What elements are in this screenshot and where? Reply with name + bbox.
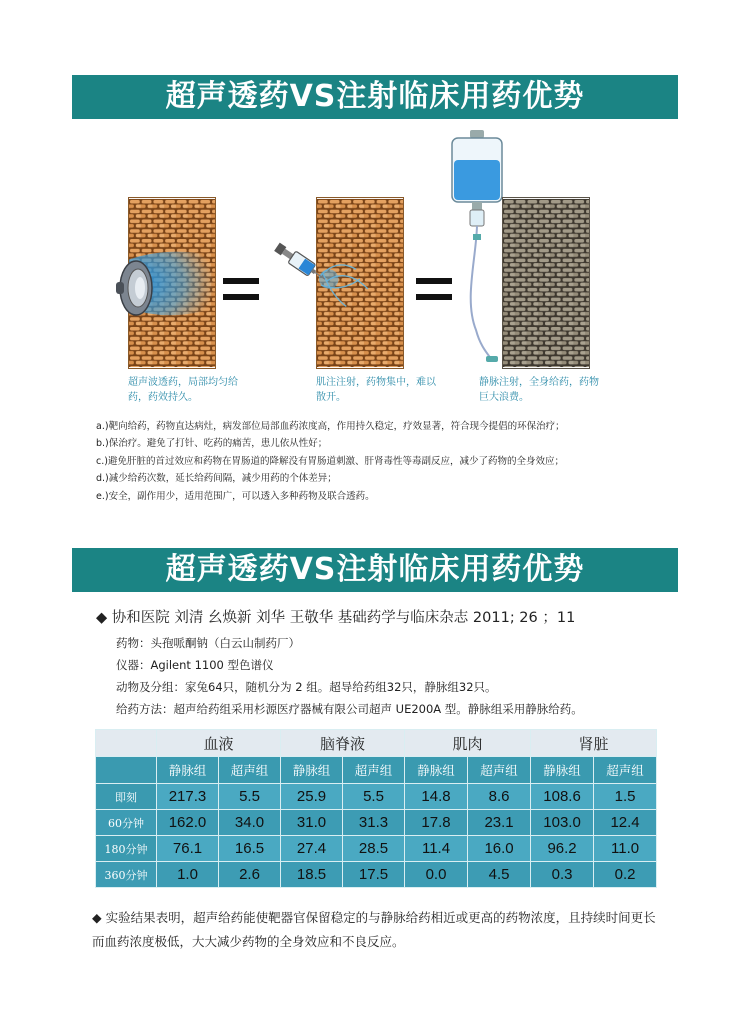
ultrasound-probe-icon — [114, 256, 154, 320]
table-group-header — [96, 730, 657, 757]
sub-header: 静脉组 — [405, 757, 468, 784]
table-cell: 1.0 — [157, 862, 219, 888]
benefit-item: e.)安全，副作用少，适用范围广，可以透入多种药物及联合透药。 — [96, 490, 375, 502]
table-cell: 5.5 — [343, 784, 405, 810]
table-cell: 103.0 — [531, 810, 594, 836]
sub-header: 静脉组 — [157, 757, 219, 784]
table-cell: 25.9 — [281, 784, 343, 810]
table-row — [96, 862, 657, 888]
caption-injection: 肌注注射，药物集中，难以散开。 — [316, 377, 436, 403]
study-instrument: 仪器：Agilent 1100 型色谱仪 — [116, 658, 274, 672]
table-cell: 16.0 — [468, 836, 531, 862]
table-cell: 1.5 — [594, 784, 657, 810]
table-cell: 2.6 — [219, 862, 281, 888]
table-cell: 5.5 — [219, 784, 281, 810]
table-row — [96, 836, 657, 862]
table-cell: 28.5 — [343, 836, 405, 862]
table-row — [96, 784, 657, 810]
table-corner-cell — [96, 730, 157, 757]
table-cell: 11.0 — [594, 836, 657, 862]
row-label: 60分钟 — [96, 810, 157, 836]
benefit-item: b.)保治疗。避免了打针、吃药的痛苦，患儿依从性好； — [96, 438, 328, 450]
caption-intravenous: 静脉注射，全身给药，药物巨大浪费。 — [479, 377, 599, 403]
sub-header: 静脉组 — [281, 757, 343, 784]
group-header: 肌肉 — [405, 730, 531, 757]
section-banner-bottom: 超声透药VS注射临床用药优势 — [72, 548, 678, 592]
table-cell: 31.0 — [281, 810, 343, 836]
row-label: 即刻 — [96, 784, 157, 810]
group-header: 脑脊液 — [281, 730, 405, 757]
sub-header: 超声组 — [468, 757, 531, 784]
sub-header: 超声组 — [594, 757, 657, 784]
table-cell: 11.4 — [405, 836, 468, 862]
table-sub-header — [96, 757, 657, 784]
table-cell: 0.0 — [405, 862, 468, 888]
benefit-item: a.)靶向给药，药物直达病灶，病发部位局部血药浓度高，作用持久稳定，疗效显著，符合现今提倡的环保治疗； — [96, 421, 565, 432]
row-label: 360分钟 — [96, 862, 157, 888]
table-cell: 23.1 — [468, 810, 531, 836]
table-cell: 14.8 — [405, 784, 468, 810]
study-animals: 动物及分组：家兔64只，随机分为 2 组。超导给药组32只，静脉组32只。 — [116, 680, 497, 694]
group-header: 肾脏 — [531, 730, 657, 757]
sub-header: 静脉组 — [531, 757, 594, 784]
table-cell: 31.3 — [343, 810, 405, 836]
syringe-icon — [270, 238, 332, 288]
iv-drip-bag-icon — [446, 130, 508, 370]
table-cell: 162.0 — [157, 810, 219, 836]
table-cell: 4.5 — [468, 862, 531, 888]
conclusion-text: ◆ 实验结果表明，超声给药能使靶器官保留稳定的与静脉给药相近或更高的药物浓度，且持续时间更长而血药浓度极低，大大减少药物的全身效应和不良反应。 — [92, 910, 656, 949]
study-drug: 药物：头孢哌酮钠（白云山制药厂） — [116, 636, 300, 650]
tissue-intravenous-illustration — [502, 197, 590, 369]
drug-concentration-table — [95, 729, 657, 888]
equals-sign — [223, 278, 259, 300]
table-cell: 96.2 — [531, 836, 594, 862]
study-citation: ◆ 协和医院 刘清 幺焕新 刘华 王敬华 基础药学与临床杂志 2011; 26 ；11 — [96, 610, 576, 626]
table-cell: 12.4 — [594, 810, 657, 836]
table-cell: 0.3 — [531, 862, 594, 888]
table-cell: 8.6 — [468, 784, 531, 810]
benefits-list — [96, 418, 676, 505]
table-cell: 17.5 — [343, 862, 405, 888]
study-method: 给药方法：超声给药组采用杉源医疗器械有限公司超声 UE200A 型。静脉组采用静脉给药。 — [116, 702, 583, 716]
table-cell: 0.2 — [594, 862, 657, 888]
benefit-item: d.)减少给药次数，延长给药间隔，减少用药的个体差异； — [96, 473, 337, 485]
table-cell: 27.4 — [281, 836, 343, 862]
row-label: 180分钟 — [96, 836, 157, 862]
table-cell: 18.5 — [281, 862, 343, 888]
table-cell: 217.3 — [157, 784, 219, 810]
group-header: 血液 — [157, 730, 281, 757]
table-cell: 17.8 — [405, 810, 468, 836]
table-row — [96, 810, 657, 836]
section-banner-top: 超声透药VS注射临床用药优势 — [72, 75, 678, 119]
table-cell: 76.1 — [157, 836, 219, 862]
caption-ultrasound: 超声波透药，局部均匀给药，药效持久。 — [128, 377, 238, 403]
table-cell: 108.6 — [531, 784, 594, 810]
table-cell: 16.5 — [219, 836, 281, 862]
table-corner-cell — [96, 757, 157, 784]
sub-header: 超声组 — [219, 757, 281, 784]
table-cell: 34.0 — [219, 810, 281, 836]
sub-header: 超声组 — [343, 757, 405, 784]
benefit-item: c.)避免肝脏的首过效应和药物在胃肠道的降解没有胃肠道刺激、肝肾毒性等毒副反应，减少了药物的全身效应； — [96, 455, 564, 467]
